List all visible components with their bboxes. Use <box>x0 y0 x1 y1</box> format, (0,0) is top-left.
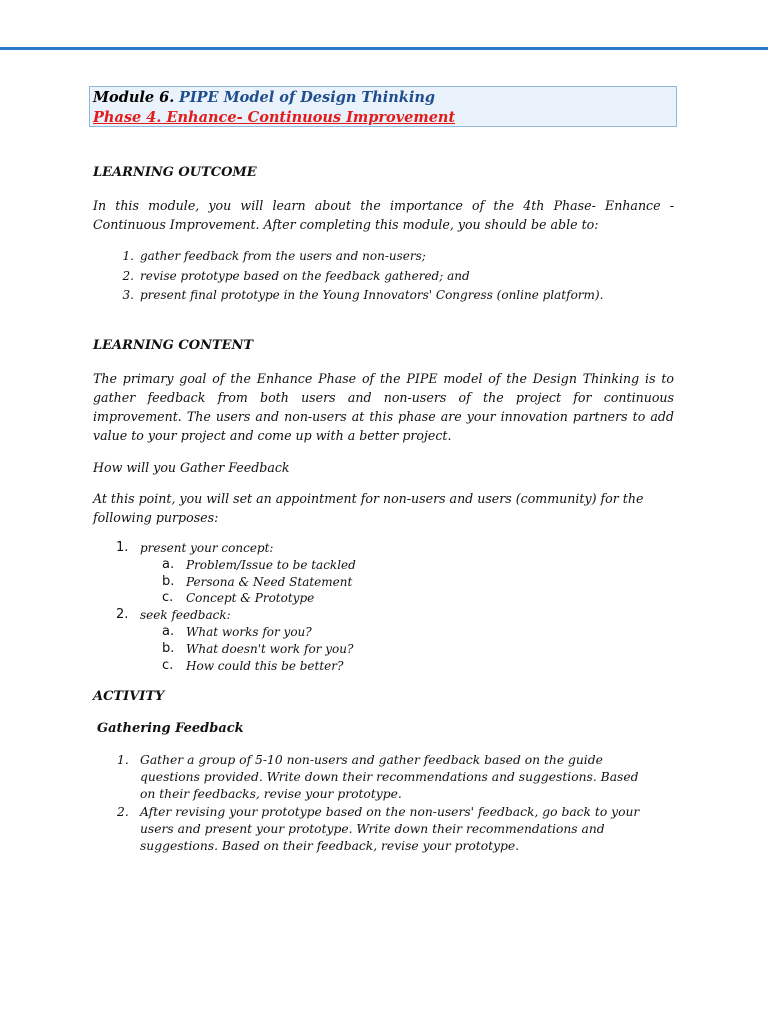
list-item: b. What doesn't work for you? <box>162 640 354 656</box>
list-item: 2. revise prototype based on the feedback gathered; and <box>122 268 470 283</box>
learning-outcome-intro: In this module, you will learn about the importance of the 4th Phase- Enhance - Continuous Improvement. After completing this module, you should be able to: <box>93 198 674 232</box>
learning-content-heading: LEARNING CONTENT <box>93 338 254 353</box>
activity-subheading: Gathering Feedback <box>97 721 244 736</box>
list-item: a. What works for you? <box>162 623 312 639</box>
list-item: c. How could this be better? <box>162 657 344 673</box>
gather-feedback-question: How will you Gather Feedback <box>93 460 290 475</box>
learning-outcome-heading: LEARNING OUTCOME <box>93 165 257 180</box>
list-item: 2. seek feedback: <box>116 607 231 623</box>
list-item: 1. present your concept: <box>116 540 274 555</box>
activity-steps <box>117 752 657 856</box>
purposes-list <box>116 540 356 674</box>
list-item: 3. present final prototype in the Young Innovators' Congress (online platform). <box>122 288 604 302</box>
outcome-list <box>122 247 604 306</box>
appointment-paragraph: At this point, you will set an appointment for non-users and users (community) for the following purposes: <box>93 491 644 525</box>
phase-title: Phase 4. Enhance- Continuous Improvement <box>93 109 456 126</box>
list-item: 1. Gather a group of 5-10 non-users and gather feedback based on the guide questions provided. Write down their recommendations and suggestions. Based on their feedbacks, revise your prototype. <box>117 753 639 801</box>
module-header-box <box>89 86 677 127</box>
activity-heading: ACTIVITY <box>93 689 165 704</box>
module-title: PIPE Model of Design Thinking <box>178 89 436 106</box>
learning-content-paragraph: The primary goal of the Enhance Phase of the PIPE model of the Design Thinking is to gather feedback from both users and non-users of the project for continuous improvement. The users and non-users at this phase are your innovation partners to add value to your project and come up with a better project. <box>93 371 674 443</box>
module-label: Module 6. <box>93 89 175 106</box>
top-rule <box>0 47 768 50</box>
list-item: a. Problem/Issue to be tackled <box>162 556 356 572</box>
list-item: 1. gather feedback from the users and non-users; <box>122 249 426 263</box>
list-item: b. Persona & Need Statement <box>162 573 353 589</box>
list-item: c. Concept & Prototype <box>162 590 315 606</box>
module-line <box>93 88 676 108</box>
list-item: 2. After revising your prototype based on the non-users' feedback, go back to your users and present your prototype. Write down their recommendations and suggestions. Based on their feedback, revise your prototype. <box>117 805 640 853</box>
